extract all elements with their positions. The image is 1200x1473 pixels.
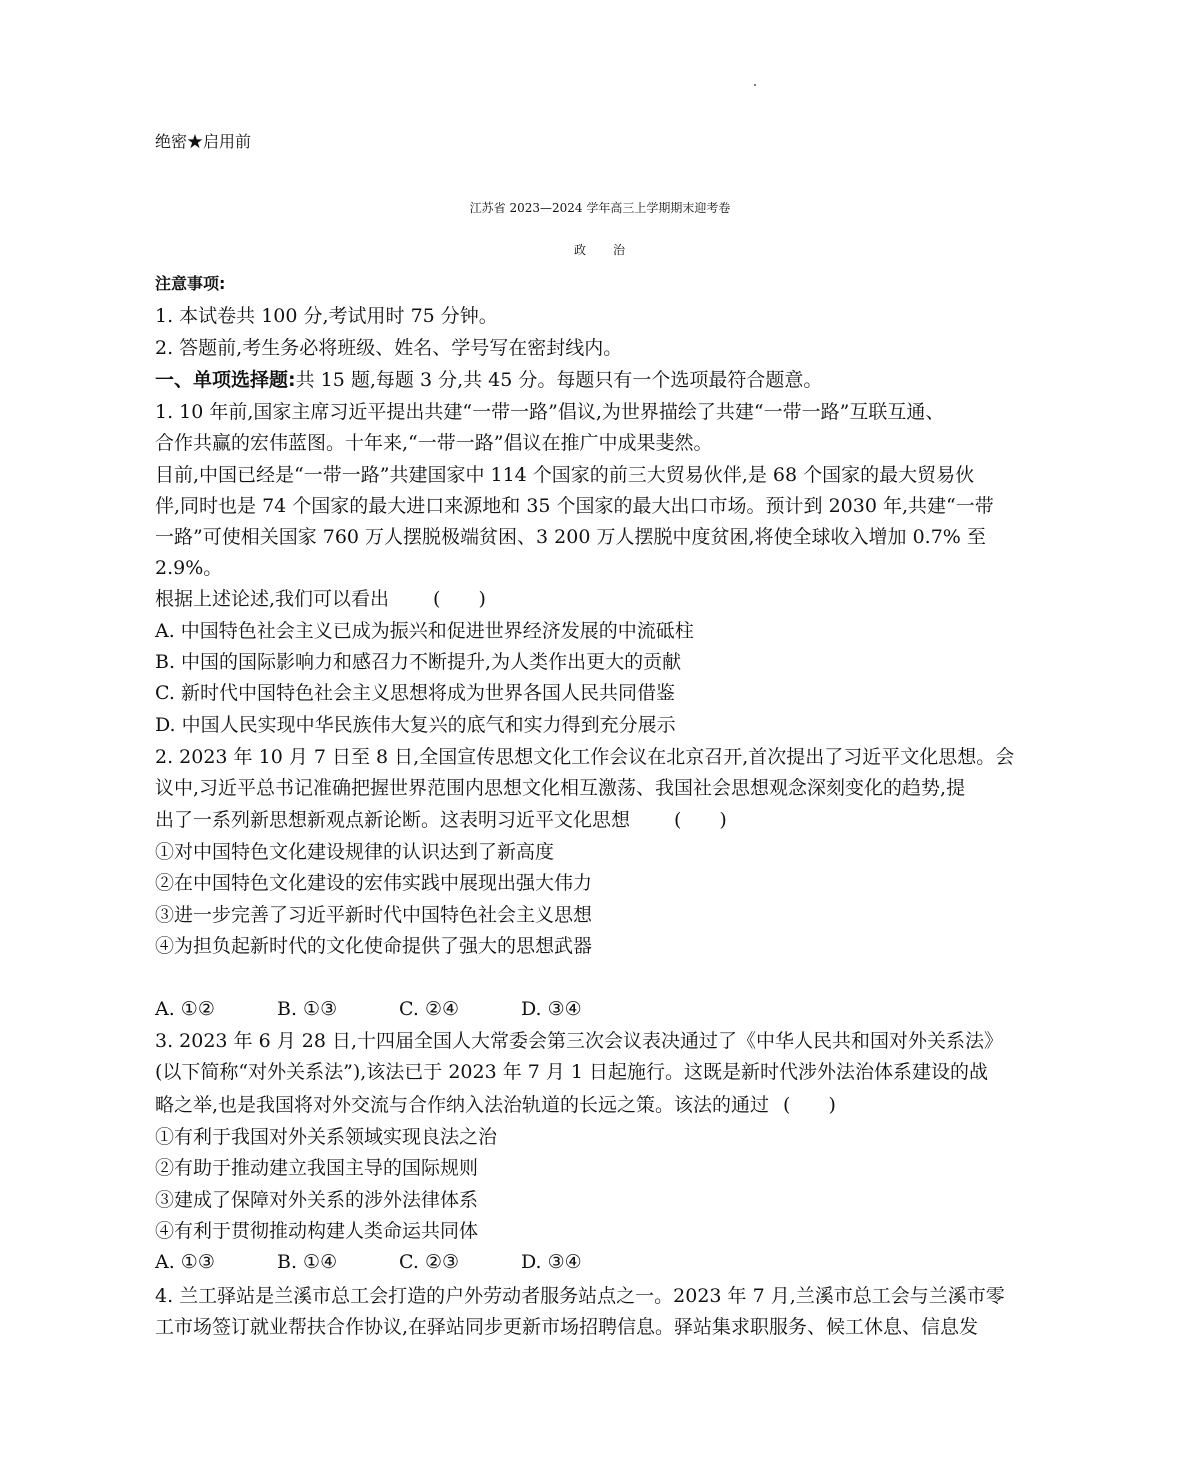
q3-options — [155, 1250, 643, 1274]
notice-item-1: 1. 本试卷共 100 分,考试用时 75 分钟。 — [155, 305, 498, 327]
q4-line-2: 工市场签订就业帮扶合作协议,在驿站同步更新市场招聘信息。驿站集求职服务、候工休息、信息发 — [155, 1316, 979, 1338]
q1-line-3: 目前,中国已经是“一带一路”共建国家中 114 个国家的前三大贸易伙伴,是 68 个国家的最大贸易伙 — [155, 464, 975, 486]
q1-option-a: A. 中国特色社会主义已成为振兴和促进世界经济发展的中流砥柱 — [155, 620, 694, 642]
q1-line-2: 合作共赢的宏伟蓝图。十年来,“一带一路”倡议在推广中成果斐然。 — [155, 432, 713, 454]
q1-option-d: D. 中国人民实现中华民族伟大复兴的底气和实力得到充分展示 — [155, 714, 676, 736]
q3-item-1: ①有利于我国对外关系领域实现良法之治 — [155, 1126, 498, 1148]
q2-stem-text: 出了一系列新思想新观点新论断。这表明习近平文化思想 — [155, 809, 631, 831]
q2-line-2: 议中,习近平总书记准确把握世界范围内思想文化相互激荡、我国社会思想观念深刻变化的趋势,提 — [155, 777, 966, 799]
section-heading-line — [155, 368, 822, 392]
q1-stem — [155, 587, 486, 611]
q2-item-4: ④为担负起新时代的文化使命提供了强大的思想武器 — [155, 935, 593, 957]
q3-item-4: ④有利于贯彻推动构建人类命运共同体 — [155, 1220, 479, 1242]
q3-stem — [155, 1093, 836, 1117]
q3-option-b: B. ①④ — [277, 1251, 338, 1273]
q4-line-1: 4. 兰工驿站是兰溪市总工会打造的户外劳动者服务站点之一。2023 年 7 月,兰溪市总工会与兰溪市零 — [155, 1285, 1005, 1307]
q2-item-1: ①对中国特色文化建设规律的认识达到了新高度 — [155, 841, 555, 863]
q2-options — [155, 997, 643, 1021]
section-heading: 一、单项选择题: — [155, 369, 296, 391]
q2-item-3: ③进一步完善了习近平新时代中国特色社会主义思想 — [155, 904, 593, 926]
q3-option-d: D. ③④ — [521, 1251, 582, 1273]
notice-item-2: 2. 答题前,考生务必将班级、姓名、学号写在密封线内。 — [155, 337, 623, 359]
answer-bracket: ( ) — [783, 1094, 836, 1116]
q1-option-c: C. 新时代中国特色社会主义思想将成为世界各国人民共同借鉴 — [155, 682, 675, 704]
exam-title: 江苏省 2023—2024 学年高三上学期期末迎考卷 — [469, 201, 731, 215]
stray-dot — [754, 84, 756, 86]
q3-option-c: C. ②③ — [399, 1251, 460, 1273]
q2-option-b: B. ①③ — [277, 998, 338, 1020]
q3-line-2: (以下简称“对外关系法”),该法已于 2023 年 7 月 1 日起施行。这既是新时代涉外法治体系建设的战 — [155, 1061, 989, 1083]
q3-item-2: ②有助于推动建立我国主导的国际规则 — [155, 1157, 479, 1179]
q3-line-1: 3. 2023 年 6 月 28 日,十四届全国人大常委会第三次会议表决通过了《中华人民共和国对外关系法》 — [155, 1030, 1004, 1052]
q2-stem — [155, 808, 727, 832]
q1-line-4: 伴,同时也是 74 个国家的最大进口来源地和 35 个国家的最大出口市场。预计到 2030 年,共建“一带 — [155, 495, 994, 517]
q1-option-b: B. 中国的国际影响力和感召力不断提升,为人类作出更大的贡献 — [155, 651, 682, 673]
subject-title: 政 治 — [573, 243, 626, 257]
answer-bracket: ( ) — [674, 809, 727, 831]
notice-heading: 注意事项: — [155, 274, 226, 293]
q1-line-1: 1. 10 年前,国家主席习近平提出共建“一带一路”倡议,为世界描绘了共建“一带一路”互联互通、 — [155, 401, 945, 423]
q2-item-2: ②在中国特色文化建设的宏伟实践中展现出强大伟力 — [155, 872, 593, 894]
section-description: 共 15 题,每题 3 分,共 45 分。每题只有一个选项最符合题意。 — [295, 369, 823, 391]
answer-bracket: ( ) — [433, 588, 486, 610]
q3-item-3: ③建成了保障对外关系的涉外法律体系 — [155, 1189, 479, 1211]
q2-line-1: 2. 2023 年 10 月 7 日至 8 日,全国宣传思想文化工作会议在北京召开,首次提出了习近平文化思想。会 — [155, 746, 1015, 768]
q1-line-6: 2.9%。 — [155, 557, 223, 579]
q3-option-a: A. ①③ — [155, 1251, 215, 1273]
q1-line-5: 一路”可使相关国家 760 万人摆脱极端贫困、3 200 万人摆脱中度贫困,将使全球收入增加 0.7% 至 — [155, 526, 986, 548]
q1-stem-text: 根据上述论述,我们可以看出 — [155, 588, 390, 610]
q2-option-a: A. ①② — [155, 998, 215, 1020]
secret-label: 绝密★启用前 — [155, 132, 252, 151]
q2-option-d: D. ③④ — [521, 998, 582, 1020]
q2-option-c: C. ②④ — [399, 998, 460, 1020]
q3-stem-text: 略之举,也是我国将对外交流与合作纳入法治轨道的长远之策。该法的通过 — [155, 1094, 770, 1116]
